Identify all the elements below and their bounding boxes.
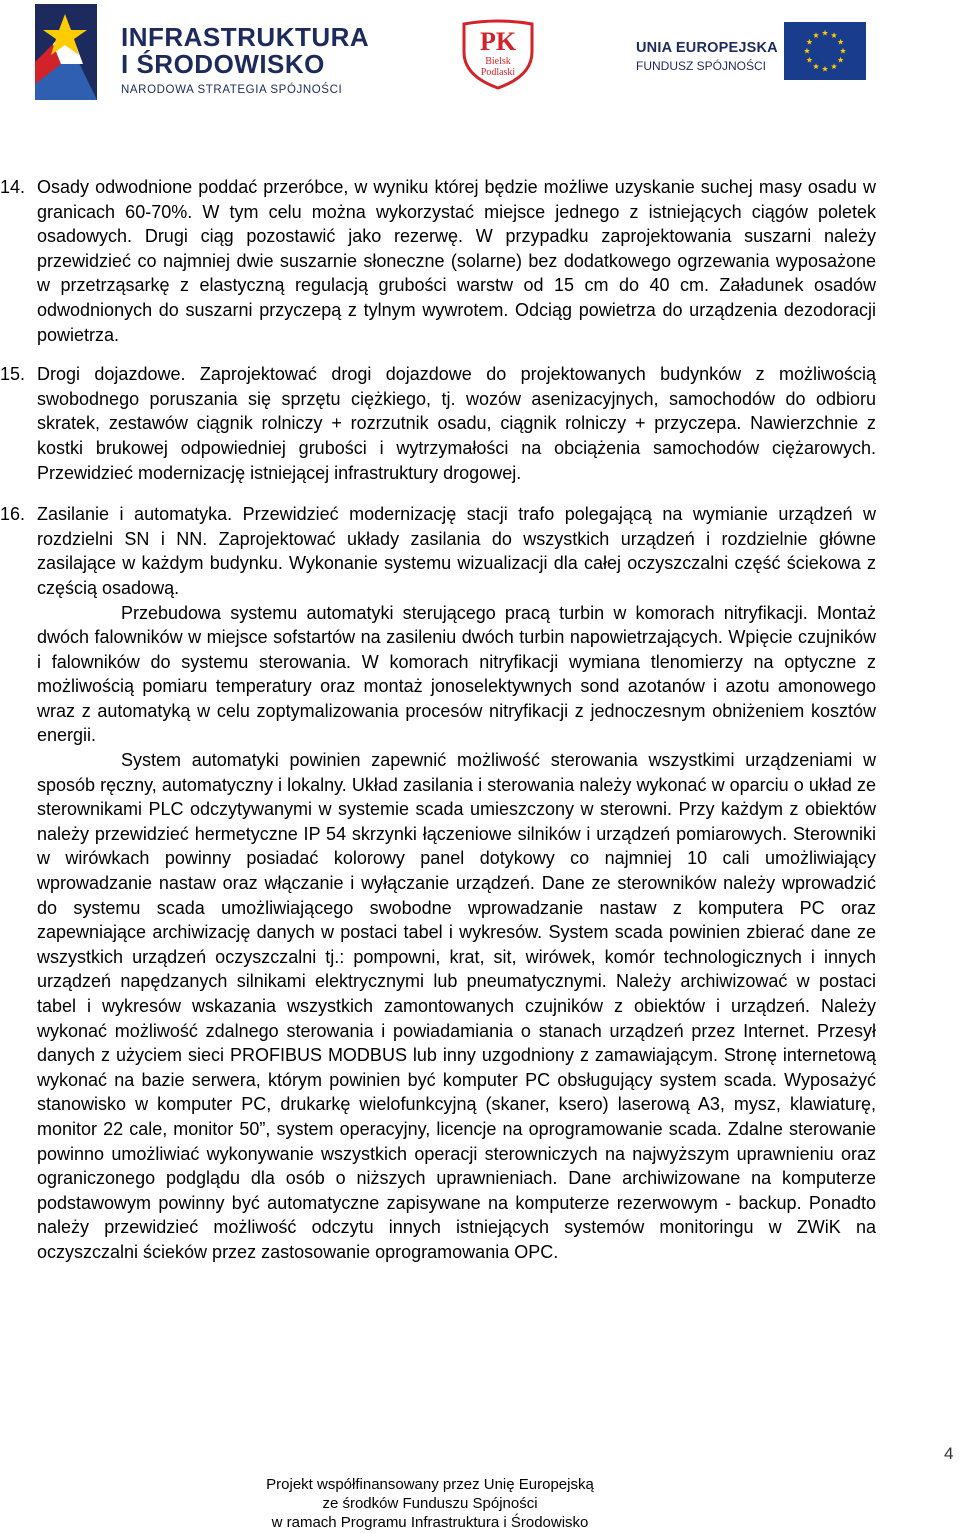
page-footer	[0, 1475, 860, 1532]
pk-line2: Podlaski	[480, 67, 516, 78]
page-number: 4	[944, 1444, 954, 1463]
logo-title-line1: INFRASTRUKTURA	[121, 22, 370, 52]
section-number: 15.	[0, 364, 26, 385]
section-16-paragraph-scada: System automatyki powinien zapewnić możliwość sterowania wszystkimi urządzeniami w sposób ręczny, automatyczny i lokalny. Układ zasilania i sterowania należy wykonać w oparciu o układ ze sterownikami PLC odczytywanymi w systemie scada umieszczony w sterowni. Przy każdym z obiektów należy przewidzieć hermetyczne IP 54 skrzynki łączeniowe silników i urządzeń pomiarowych. Sterowniki w wirówkach powinny posiadać kolorowy panel dotykowy co najmniej 10 cali umożliwiający wprowadzanie nastaw oraz włączanie i wyłączanie urządzeń. Dane ze sterowników należy wprowadzić do systemu scada umożliwiającego swobodne wprowadzanie nastaw z komputera PC oraz zapewniające archiwizację danych w postaci tabel i wykresów. System scada powinien zbierać dane ze wszystkich urządzeń oczyszczalni tj.: pompowni, krat, sit, wirówek, komór technologicznych i innych urządzeń napędzanych silnikami elektrycznymi lub pneumatycznymi. Należy archiwizować w postaci tabel i wykresów wskazania wszystkich zamontowanych czujników z obiektów i urządzeń. Należy wykonać możliwość zdalnego sterowania i powiadamiania o stanach urządzeń przez Internet. Przesył danych z użyciem sieci PROFIBUS MODBUS lub inny uzgodniony z zamawiającym. Stronę internetową wykonać na bazie serwera, którym powinien być komputer PC obsługujący system scada. Wyposażyć stanowisko w komputer PC, drukarkę wielofunkcyjną (skaner, ksero) laserową A3, mysz, klawiaturę, monitor 22 cale, monitor 50”, system operacyjny, licencje na oprogramowanie scada. Zdalne sterowanie powinno umożliwiać wykonywanie wszystkich operacji sterowniczych na najwyższym uprawnieniu oraz ograniczonego podglądu dla osób o niższych uprawnieniach. Dane archiwizowane na komputerze podstawowym powinny być automatyczne zapisywane na komputerze rezerwowym - backup. Ponadto należy przewidzieć możliwość odczytu innych istniejących systemów monitoringu w ZWiK na oczyszczalni ścieków przez zastosowanie oprogramowania OPC.	[37, 750, 876, 1262]
eu-logo-line2: FUNDUSZ SPÓJNOŚCI	[636, 59, 767, 73]
logo-subtitle: NARODOWA STRATEGIA SPÓJNOŚCI	[121, 84, 343, 96]
section-15	[0, 362, 876, 485]
section-text: Zasilanie i automatyka. Przewidzieć modernizację stacji trafo polegającą na wymianie urządzeń w rozdzielni SN i NN. Zaprojektować układy zasilania do wszystkich urządzeń i rozdzielnie główne zasilające w każdym budynku. Wykonanie systemu wizualizacji dla całej oczyszczalni część ściekowa z częścią osadową.	[37, 504, 876, 598]
eu-logo-line1: UNIA EUROPEJSKA	[636, 40, 778, 56]
eu-flag-icon	[784, 22, 866, 80]
section-text: Osady odwodnione poddać przeróbce, w wyniku której będzie możliwe uzyskanie suchej masy osadu w granicach 60-70%. W tym celu można wykorzystać miejsce jednego z istniejących ciągów poletek osadowych. Drugi ciąg pozostawić jako rezerwę. W przypadku zaprojektowania suszarni należy przewidzieć co najmniej dwie suszarnie słoneczne (solarne) bez dodatkowego ogrzewania wyposażone w przetrząsarkę z elastyczną regulacją grubości warstw od 15 cm do 40 cm. Załadunek osadów odwodnionych do suszarni przyczepą z tylnym wywrotem. Odciąg powietrza do urządzenia dezodoracji powietrza.	[37, 177, 876, 345]
section-number: 16.	[0, 504, 26, 525]
section-14	[0, 175, 876, 347]
section-text: Drogi dojazdowe. Zaprojektować drogi dojazdowe do projektowanych budynków z możliwością swobodnego poruszania się sprzętu ciężkiego, tj. wozów asenizacyjnych, samochodów do odbioru skratek, zestawów ciągnik rolniczy + rozrzutnik osadu, ciągnik rolniczy + przyczepa. Nawierzchnie z kostki brukowej odpowiedniej grubości i wytrzymałości na obciążenia samochodów ciężarowych. Przewidzieć modernizację istniejącej infrastruktury drogowej.	[37, 364, 876, 483]
footer-line1: Projekt współfinansowany przez Unię Europejską	[266, 1476, 594, 1493]
section-16-paragraph-automation: Przebudowa systemu automatyki sterującego pracą turbin w komorach nitryfikacji. Montaż dwóch falowników w miejsce sofstartów na zasileniu dwóch turbin napowietrzających. Wpięcie czujników i falowników do systemu sterowania. W komorach nitryfikacji wymiana tlenomierzy na optyczne z możliwością pomiaru temperatury oraz montaż jonoselektywnych sond azotanów i azotu amonowego wraz z automatyką w celu zoptymalizowania procesów nitryfikacji z jednoczesnym obniżeniem kosztów energii.	[37, 602, 876, 746]
footer-line3: w ramach Programu Infrastruktura i Środowisko	[271, 1514, 589, 1531]
logo-title-line2: I ŚRODOWISKO	[121, 49, 325, 79]
pk-shield-icon	[458, 18, 538, 90]
footer-line2: ze środków Funduszu Spójności	[322, 1495, 538, 1512]
document-body	[0, 175, 876, 1265]
pk-bielsk-podlaski-logo	[458, 18, 538, 90]
pk-line1: Bielsk	[485, 56, 511, 67]
nss-emblem-icon	[35, 4, 115, 102]
section-number: 14.	[0, 177, 26, 197]
pk-letters: PK	[479, 27, 517, 56]
infrastruktura-srodowisko-logo	[35, 4, 370, 102]
eu-cohesion-fund-logo	[636, 22, 866, 82]
section-16	[0, 502, 876, 600]
page-header	[0, 0, 960, 110]
